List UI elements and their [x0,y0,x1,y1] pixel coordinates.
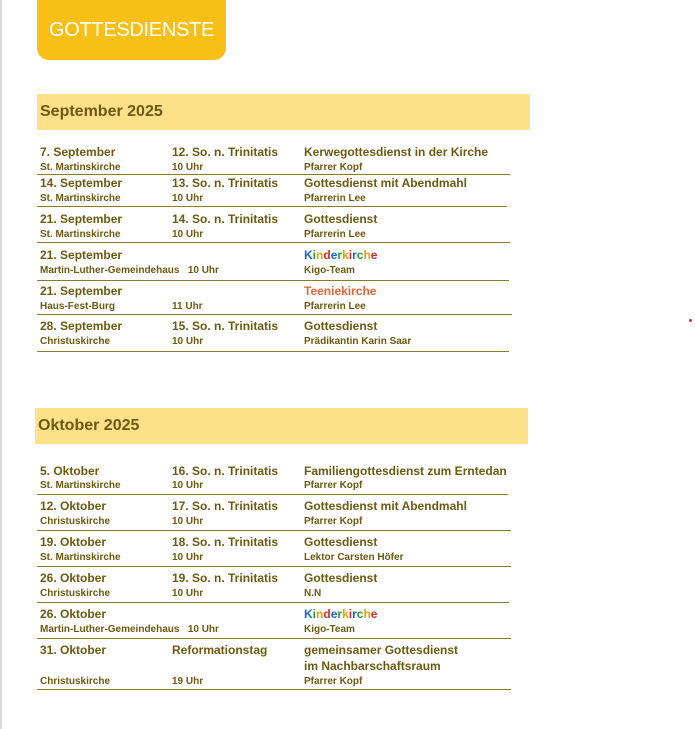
event-time: 10 Uhr [187,265,219,276]
event-occasion: 15. So. n. Trinitatis [172,319,279,333]
event-occasion: 17. So. n. Trinitatis [172,499,279,513]
kinderkirche-letter: e [330,248,338,262]
event-place: St. Martinskirche [40,552,121,563]
kinderkirche-letter: n [316,607,324,621]
kinderkirche-letter: K [304,607,313,621]
event-service: Gottesdienst [304,319,378,333]
event-place: Haus-Fest-Burg [40,301,116,312]
event-time: 10 Uhr [172,229,204,240]
event-service-line2: im Nachbarschaftsraum [304,659,441,673]
event-time: 10 Uhr [172,516,204,527]
row-divider [37,638,511,639]
kinderkirche-letter: d [323,607,331,621]
event-date: 21. September [40,248,123,262]
row-divider [37,351,509,352]
event-date: 19. Oktober [40,535,107,549]
page-left-border [0,0,2,729]
event-occasion: 14. So. n. Trinitatis [172,212,279,226]
event-service-kinderkirche [304,248,377,262]
kinderkirche-letter: r [337,248,343,262]
event-leader: Pfarrer Kopf [304,162,363,173]
event-time: 10 Uhr [172,588,204,599]
event-occasion: 16. So. n. Trinitatis [172,464,279,478]
event-service: gemeinsamer Gottesdienst [304,643,459,657]
row-divider [37,602,509,603]
event-place: Christuskirche [40,336,111,347]
row-divider [37,242,510,243]
row-divider [37,206,507,207]
month-header-oktober: Oktober 2025 [35,408,528,444]
event-time: 19 Uhr [172,676,204,687]
kinderkirche-letter: K [304,248,313,262]
event-time: 10 Uhr [187,624,219,635]
stray-mark [689,319,692,322]
event-place: Christuskirche [40,588,111,599]
event-leader: Kigo-Team [304,265,355,276]
row-divider [37,566,511,567]
event-time: 10 Uhr [172,162,204,173]
event-time: 10 Uhr [172,336,204,347]
row-divider [37,314,512,315]
event-date: 28. September [40,319,123,333]
event-occasion: Reformationstag [172,643,268,657]
kinderkirche-letter: e [370,248,378,262]
event-leader: Kigo-Team [304,624,355,635]
event-time: 11 Uhr [172,301,203,312]
event-date: 14. September [40,176,123,190]
event-leader: Pfarrer Kopf [304,676,363,687]
kinderkirche-letter: k [342,607,349,621]
event-leader: Pfarrer Kopf [304,516,363,527]
event-date: 21. September [40,212,123,226]
row-divider [37,280,509,281]
event-service: Familiengottesdienst zum Erntedan [304,464,507,478]
event-occasion: 19. So. n. Trinitatis [172,571,279,585]
kinderkirche-letter: i [348,607,353,621]
event-date: 21. September [40,284,123,298]
event-service: Gottesdienst [304,212,378,226]
row-divider [37,689,511,690]
event-place: Christuskirche [40,516,111,527]
kinderkirche-letter: d [323,248,331,262]
event-place-time [40,265,219,276]
event-leader: Pfarrer Kopf [304,480,363,491]
kinderkirche-letter: i [312,607,317,621]
event-occasion: 18. So. n. Trinitatis [172,535,279,549]
kinderkirche-letter: i [348,248,353,262]
event-date: 26. Oktober [40,607,107,621]
event-time: 10 Uhr [172,193,204,204]
kinderkirche-letter: i [312,248,317,262]
event-place: Martin-Luther-Gemeindehaus [40,624,180,635]
event-leader: Pfarrerin Lee [304,193,366,204]
kinderkirche-letter: n [316,248,324,262]
row-divider [37,174,510,175]
event-place: St. Martinskirche [40,229,121,240]
event-leader: N.N [304,588,322,599]
kinderkirche-letter: h [363,248,371,262]
row-divider [37,494,508,495]
event-date: 31. Oktober [40,643,107,657]
month-header-september: September 2025 [37,94,530,130]
event-place-time [40,624,219,635]
event-place: St. Martinskirche [40,162,121,173]
event-occasion: 12. So. n. Trinitatis [172,145,279,159]
event-date: 26. Oktober [40,571,107,585]
kinderkirche-letter: r [337,607,343,621]
event-place: St. Martinskirche [40,193,121,204]
event-date: 12. Oktober [40,499,107,513]
event-service: Gottesdienst mit Abendmahl [304,176,467,190]
event-date: 5. Oktober [40,464,100,478]
event-service: Gottesdienst [304,571,378,585]
section-header-tab: GOTTESDIENSTE [37,0,226,60]
event-leader: Lektor Carsten Höfer [304,552,404,563]
event-service: Teeniekirche [304,284,377,298]
kinderkirche-letter: h [363,607,371,621]
event-leader: Prädikantin Karin Saar [304,336,412,347]
event-place: Martin-Luther-Gemeindehaus [40,265,180,276]
row-divider [37,530,511,531]
event-time: 10 Uhr [172,552,204,563]
event-place: St. Martinskirche [40,480,121,491]
event-service-kinderkirche [304,607,377,621]
kinderkirche-letter: e [370,607,378,621]
kinderkirche-letter: r [352,607,357,621]
kinderkirche-letter: r [352,248,357,262]
event-occasion: 13. So. n. Trinitatis [172,176,279,190]
event-service: Kerwegottesdienst in der Kirche [304,145,489,159]
event-service: Gottesdienst mit Abendmahl [304,499,467,513]
kinderkirche-letter: e [330,607,338,621]
event-date: 7. September [40,145,116,159]
kinderkirche-letter: c [356,248,364,262]
event-leader: Pfarrerin Lee [304,229,366,240]
event-place: Christuskirche [40,676,111,687]
kinderkirche-letter: k [342,248,349,262]
kinderkirche-letter: c [356,607,364,621]
event-time: 10 Uhr [172,480,204,491]
event-service: Gottesdienst [304,535,378,549]
event-leader: Pfarrerin Lee [304,301,366,312]
